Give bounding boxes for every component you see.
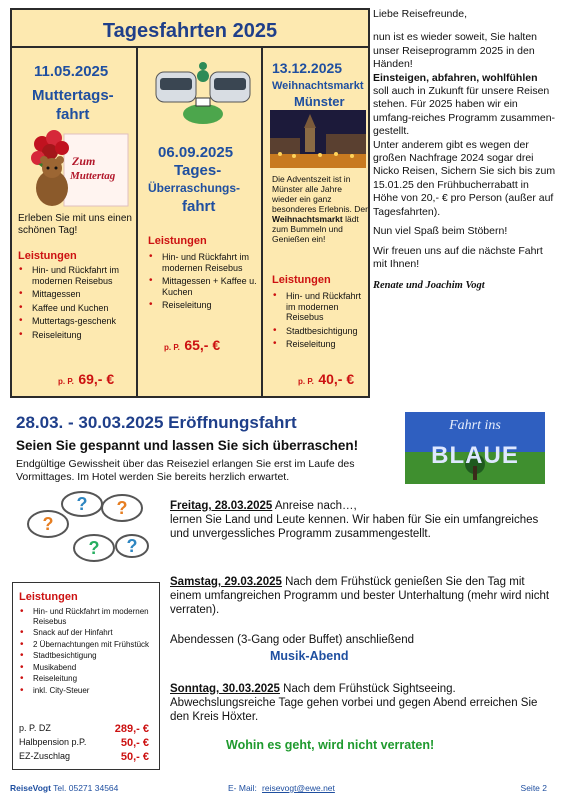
mothers-day-card-image [28, 128, 130, 208]
trip1-date: 11.05.2025 [34, 63, 109, 80]
price-value: 69,- € [78, 371, 115, 387]
list-item: • Hin- und Rückfahrt im modernen Reisebus [17, 607, 157, 626]
footer-phone: Tel. 05271 34564 [53, 783, 119, 793]
letter-signature: Renate und Joachim Vogt [373, 280, 485, 292]
price-row: Halbpension p.P. 50,- € [19, 737, 149, 749]
list-item: • Musikabend [17, 663, 157, 673]
letter-paragraph-2: Einsteigen, abfahren, wohlfühlen soll auch in Zukunft für unsere Reisen stehen. Für 2025 haben wir ein umfang-reiches Programm zusammen-gestellt. [373, 71, 556, 138]
trip1-name-2: fahrt [56, 106, 90, 123]
list-item: • Reiseleitung [270, 339, 370, 350]
dinner-note: Abendessen (3-Gang oder Buffet) anschließend [170, 634, 414, 646]
list-item: • Reiseleitung [146, 300, 258, 311]
closing-line: Wohin es geht, wird nicht verraten! [226, 738, 435, 752]
opening-services-box [12, 582, 160, 770]
banner-text-2: BLAUE [431, 442, 519, 469]
svg-text:?: ? [126, 536, 138, 556]
trip3-name-2: Münster [294, 94, 345, 109]
list-item: • Hin- und Rückfahrt im modernen Reisebus [16, 265, 134, 286]
opening-services [17, 607, 157, 697]
footer-mail-label: E- Mail: [228, 783, 257, 793]
trip2-date: 06.09.2025 [158, 144, 234, 161]
welcome-letter [373, 8, 556, 400]
letter-paragraph-4: Nun viel Spaß beim Stöbern! [373, 225, 508, 238]
day-trips-title: Tagesfahrten 2025 [102, 20, 278, 42]
opening-prices [19, 723, 155, 765]
day-heading: Sonntag, 30.03.2025 [170, 683, 280, 695]
opening-trip-subtitle: Seien Sie gespannt und lassen Sie sich überraschen! [16, 438, 359, 453]
list-item: • Mittagessen [16, 289, 134, 300]
day-1-friday: Freitag, 28.03.2025 Anreise nach…, lernen Sie Land und Leute kennen. Wir haben für Sie ein umfangreiches und unvergessliches Programm zusammengestellt. [170, 500, 539, 540]
list-item: • Stadtbesichtigung [270, 326, 370, 337]
trip1-price [58, 371, 114, 389]
question-bubbles-image [22, 486, 152, 568]
trip2-price [164, 337, 220, 355]
opening-leistungen-label: Leistungen [19, 591, 78, 603]
trip2-name-3: fahrt [182, 198, 216, 215]
day-2-saturday: Samstag, 29.03.2025 Nach dem Frühstück genießen Sie den Tag mit einem umfangreichen Programm und bester Unterhaltung (mehr wird nicht verraten). [170, 576, 550, 616]
trip1-leistungen-label: Leistungen [18, 250, 77, 262]
list-item: • Kaffee und Kuchen [16, 303, 134, 314]
trip3-leistungen-label: Leistungen [272, 274, 331, 286]
letter-greeting: Liebe Reisefreunde, [373, 8, 467, 20]
footer-brand: ReiseVogt [10, 783, 51, 793]
svg-text:?: ? [88, 538, 100, 558]
list-item: • Muttertags-geschenk [16, 316, 134, 327]
opening-trip-intro: Endgültige Gewissheit über das Reiseziel erlangen Sie erst im Laufe des Vormittages. Im Hotel werden Sie bereits herzlich erwartet. [16, 458, 355, 483]
list-item: • Snack auf der Hinfahrt [17, 628, 157, 638]
page-number: Seite 2 [520, 783, 547, 793]
list-item: • Hin- und Rückfahrt im modernen Reisebus [270, 291, 370, 323]
list-item: • Stadtbesichtigung [17, 651, 157, 661]
banner-text-1: Fahrt ins [449, 418, 501, 433]
trip1-name-1: Muttertags- [32, 87, 114, 104]
column-divider [261, 46, 263, 398]
list-item: • Reiseleitung [16, 330, 134, 341]
buses-image [152, 58, 254, 128]
price-prefix: p. P. [298, 377, 314, 386]
list-item: • inkl. City-Steuer [17, 686, 157, 696]
svg-text:?: ? [42, 514, 54, 534]
trip2-services [146, 252, 258, 314]
letter-paragraph-3: Unter anderem gibt es wegen der großen Nachfrage 2024 sogar drei Nicko Reisen, Sichern Sie sich bis zum 15.01.25 den Frühbucherrabatt in Höhe von 20,- € pro Person (außer auf Tagesfahrten). [373, 138, 556, 218]
svg-text:?: ? [116, 498, 128, 518]
trip3-date: 13.12.2025 [272, 60, 343, 76]
page-footer [10, 783, 551, 793]
christmas-market-image [270, 110, 366, 168]
trip3-name-1: Weihnachtsmarkt [272, 80, 364, 92]
price-prefix: p. P. [58, 377, 74, 386]
list-item: • Mittagessen + Kaffee u. Kuchen [146, 276, 258, 297]
price-row: EZ-Zuschlag 50,- € [19, 751, 149, 763]
mystery-trip-banner [405, 412, 545, 484]
opening-trip-title: 28.03. - 30.03.2025 Eröffnungsfahrt [16, 413, 297, 432]
trip2-name-1: Tages- [174, 162, 222, 179]
letter-paragraph-1: nun ist es wieder soweit, Sie halten unser Reiseprogramm 2025 in den Händen! [373, 31, 538, 71]
list-item: • Hin- und Rückfahrt im modernen Reisebus [146, 252, 258, 273]
trip1-description: Erleben Sie mit uns einen schönen Tag! [18, 213, 132, 236]
title-divider [12, 46, 368, 48]
price-prefix: p. P. [164, 343, 180, 352]
day-heading: Samstag, 29.03.2025 [170, 576, 282, 588]
trip3-description: Die Adventszeit ist in Münster alle Jahre wieder ein ganz besonderes Erlebnis. Der Weihnachtsmarkt lädt zum Bummeln und Genießen ein! [272, 174, 368, 244]
card-text-1: Zum [72, 154, 96, 168]
price-value: 40,- € [318, 371, 355, 387]
list-item: • Reiseleitung [17, 674, 157, 684]
footer-email-link[interactable]: reisevogt@ewe.net [262, 783, 335, 793]
trip1-services [16, 265, 134, 343]
day-trips-panel [10, 8, 370, 398]
music-evening: Musik-Abend [270, 649, 349, 663]
price-row: p. P. DZ 289,- € [19, 723, 149, 735]
trip2-name-2: Überraschungs- [148, 181, 241, 195]
trip3-services [270, 291, 370, 353]
trip2-leistungen-label: Leistungen [148, 235, 207, 247]
trip3-price [298, 371, 354, 389]
day-heading: Freitag, 28.03.2025 [170, 500, 273, 512]
list-item: • 2 Übernachtungen mit Frühstück [17, 640, 157, 650]
price-value: 65,- € [184, 337, 221, 353]
letter-paragraph-5: Wir freuen uns auf die nächste Fahrt mit Ihnen! [373, 244, 543, 270]
card-text-2: Muttertag [70, 170, 116, 182]
day-3-sunday: Sonntag, 30.03.2025 Nach dem Frühstück Sightseeing. Abwechslungsreiche Tage gehen vorbei und gegen Abend erreichen Sie den Kreis Höxter. [170, 683, 538, 723]
svg-text:?: ? [76, 494, 88, 514]
column-divider [136, 46, 138, 398]
